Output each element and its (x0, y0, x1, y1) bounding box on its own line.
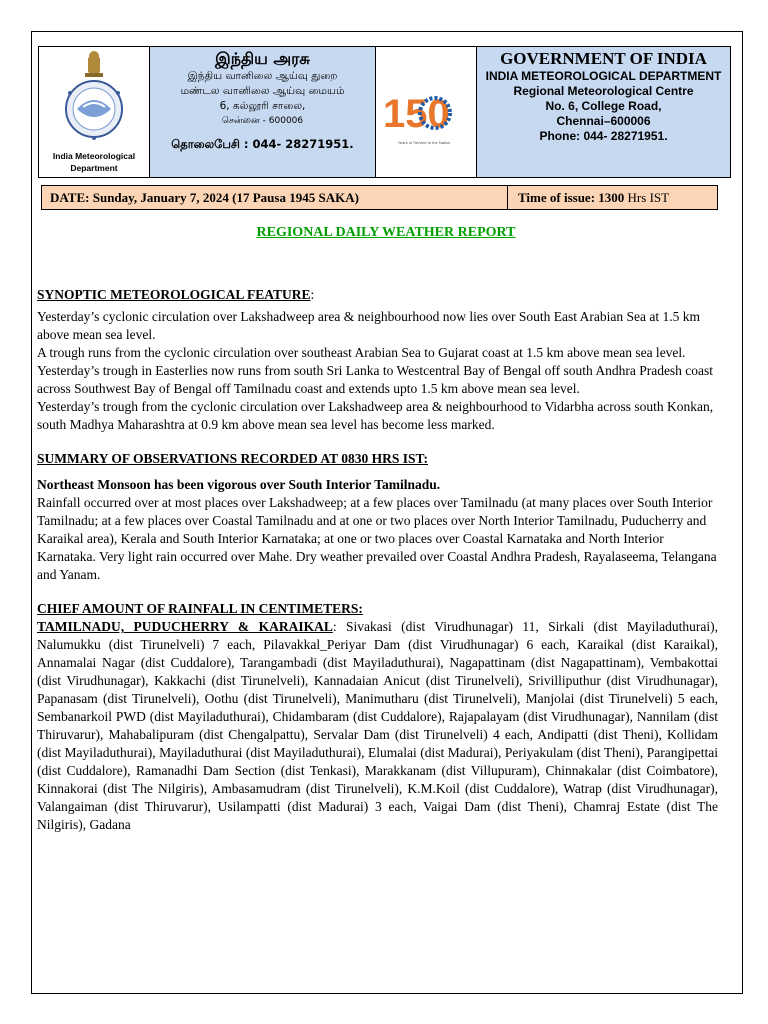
tamil-line-3: 6, கல்லூரி சாலை, (219, 100, 306, 112)
synoptic-heading-line (37, 286, 718, 304)
synoptic-para-2: A trough runs from the cyclonic circulation over southeast Arabian Sea to Gujarat coast at 1.5 km above mean sea level. (37, 345, 686, 360)
rainfall-region: TAMILNADU, PUDUCHERRY & KARAIKAL (37, 619, 333, 634)
rainfall-heading: CHIEF AMOUNT OF RAINFALL IN CENTIMETERS: (37, 601, 363, 616)
tamil-line-4: சென்னை - 600006 (221, 116, 304, 126)
date-bar (41, 185, 718, 210)
synoptic-para-4: Yesterday’s trough from the cyclonic circulation over Lakshadweep area & neighbourhood to Vidarbha across south Konkan, south Madhya Maharashtra at 0.9 km above mean sea level has become less marked. (37, 399, 714, 432)
report-title: REGIONAL DAILY WEATHER REPORT (256, 225, 516, 240)
logo-caption-line1: India Meteorological (52, 151, 136, 161)
report-date: DATE: Sunday, January 7, 2024 (17 Pausa 1945 SAKA) (50, 190, 359, 205)
synoptic-heading: SYNOPTIC METEOROLOGICAL FEATURE (37, 287, 311, 302)
tamil-line-2: மண்டல வானிலை ஆய்வு மையம் (180, 85, 345, 97)
report-content (37, 286, 718, 834)
logo-caption (39, 150, 149, 174)
date-bar-divider (507, 186, 508, 209)
summary-body: Rainfall occurred over at most places over Lakshadweep; at a few places over Tamilnadu (at many places over South Interior Tamilnadu; at a few places over Coastal Tamilnadu and at one or two places over North Interior Tamilnadu, Puducherry and Karaikal area), Kerala and South Interior Karnataka; at one or two places over Coastal Karnataka and North Interior Karnataka. Very light rain occurred over Mahe. Dry weather prevailed over Coastal Andhra Pradesh, Rayalaseema, Telangana and Yanam. (37, 495, 717, 582)
english-title: GOVERNMENT OF INDIA (500, 49, 707, 68)
english-line-3: No. 6, College Road, (545, 99, 662, 113)
logo-caption-line2: Department (70, 163, 118, 173)
emblem-tagline: Years of Service to the Nation (397, 140, 451, 145)
tamil-title: இந்திய அரசு (215, 49, 310, 68)
synoptic-para-1: Yesterday’s cyclonic circulation over Lakshadweep area & neighbourhood now lies over South East Arabian Sea at 1.5 km above mean sea level. (37, 309, 700, 342)
time-of-issue-unit: Hrs IST (627, 190, 670, 205)
tamil-address-block (149, 46, 376, 178)
time-of-issue-label: Time of issue: 1300 (518, 190, 625, 205)
emblem-150-cell (376, 46, 476, 178)
rainfall-paragraph (37, 618, 718, 834)
summary-heading: SUMMARY OF OBSERVATIONS RECORDED AT 0830 HRS IST: (37, 451, 428, 466)
emblem-150-number: 150 (383, 92, 450, 136)
english-phone: Phone: 044- 28271951. (539, 129, 668, 143)
time-of-issue (518, 186, 669, 209)
english-address-block (476, 46, 731, 178)
english-line-2: Regional Meteorological Centre (513, 84, 694, 98)
report-page (31, 31, 743, 994)
english-line-4: Chennai–600006 (556, 114, 651, 128)
emblem-150-icon (376, 47, 476, 177)
rainfall-text: Sivakasi (dist Virudhunagar) 11, Sirkali (dist Mayiladuthurai), Nalumukku (dist Tirunelveli) 7 each, Pilavakkal_Periyar Dam (dist Virudhunagar) 6 each, Karaikal (dist Karaikal), Annamalai Nagar (dist Cuddalore), Tarangambadi (dist Mayiladuthurai), Nagapattinam (dist Nagapattinam), Vembakottai (dist Virudhunagar), Kakkachi (dist Tirunelveli), Kannadaian Anicut (dist Tirunelveli), Srivilliputhur (dist Virudhunagar), Papanasam (dist Tirunelveli), Oothu (dist Tirunelveli), Manimutharu (dist Tirunelveli), Manjolai (dist Tirunelveli) 5 each, Sembanarkoil PWD (dist Mayiladuthurai), Chidambaram (dist Cuddalore), Rajapalayam (dist Virudhunagar), Nannilam (dist Thiruvarur), Mahabalipuram (dist Chengalpattu), Servalar Dam (dist Tirunelveli) 4 each, Andipatti (dist Theni), Kollidam (dist Mayiladuthurai), Mayiladuthurai (dist Mayiladuthurai), Elumalai (dist Madurai), Periyakulam (dist Theni), Parangipettai (dist Cuddalore), Ramanadhi Dam Section (dist Tenkasi), Marakkanam (dist Villupuram), Chinnakalar (dist Coimbatore), Kinnakorai (dist The Nilgiris), Ambasamudram (dist Tirunelveli), K.M.Koil (dist Cuddalore), Watrap (dist Virudhunagar), Valangaiman (dist Thiruvarur), Usilampatti (dist Madurai) 3 each, Vaigai Dam (dist Theni), Chamraj Estate (dist The Nilgiris), Gadana (37, 619, 718, 832)
synoptic-heading-colon: : (310, 287, 315, 302)
summary-lead: Northeast Monsoon has been vigorous over South Interior Tamilnadu. (37, 477, 441, 492)
rainfall-region-colon: : (332, 619, 337, 634)
tamil-phone: தொலைபேசி : 044- 28271951. (171, 137, 354, 151)
imd-logo-cell (38, 46, 149, 178)
tamil-line-1: இந்திய வானிலை ஆய்வு துறை (187, 70, 338, 82)
synoptic-para-3: Yesterday’s trough in Easterlies now runs from south Sri Lanka to Westcentral Bay of Bengal off south Andhra Pradesh coast across Southwest Bay of Bengal off Tamilnadu coast and extends upto 1.5 km above mean sea level. (37, 363, 714, 396)
imd-logo-icon (39, 47, 150, 147)
english-line-1: INDIA METEOROLOGICAL DEPARTMENT (485, 69, 722, 83)
